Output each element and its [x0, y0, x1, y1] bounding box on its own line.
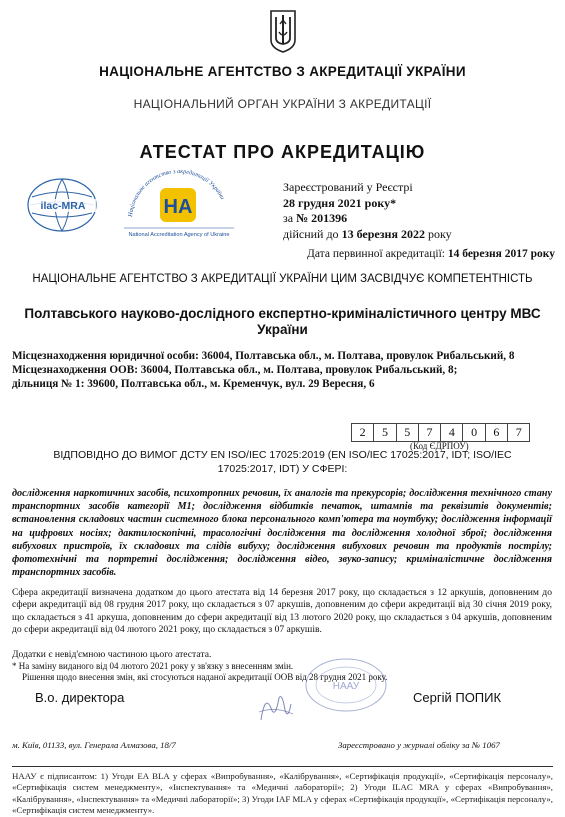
edrpou-digit: 7 — [419, 424, 441, 441]
first-accreditation-date: 14 березня 2017 року — [447, 248, 555, 260]
valid-until-line: дійсний до 13 березня 2022 року — [283, 226, 452, 241]
edrpou-digit: 5 — [397, 424, 419, 441]
registration-number: № 201396 — [296, 211, 348, 225]
stamp — [300, 655, 392, 715]
agency-title: НАЦІОНАЛЬНЕ АГЕНТСТВО З АКРЕДИТАЦІЇ УКРАЇНИ — [99, 64, 466, 79]
ilac-logo — [22, 173, 110, 237]
footnote: НААУ є підписантом: 1) Угоди EA BLA у сферах «Випробування», «Калібрування», «Сертифікація продукції», «Сертифікація персоналу», «Сертифікація систем менеджменту», «Інспектування» та «Медичні лабораторії»; 2) Угоди ILAC MRA у сферах «Випробування», «Калібрування», «Інспектування» та «Медичні лабораторії»; 3) Угоди IAF MLA у сферах «Сертифікація продукції», «Сертифікація персоналу», «Сертифікація систем менеджменту». — [12, 771, 553, 815]
site-address: дільниця № 1: 39600, Полтавська обл., м. Кременчук, вул. 29 Вересня, 6 — [12, 378, 375, 390]
naau-arc-text: Національне агентство з акредитації України — [127, 167, 226, 218]
naau-logo — [118, 162, 240, 244]
requirements-text: ВІДПОВІДНО ДО ВИМОГ ДСТУ EN ISO/IEC 17025:2019 (EN ISO/IEC 17025:2017, IDT; ISO/IEC 17025:2017, IDT) У СФЕРІ: — [53, 449, 512, 475]
decision-note: Рішення щодо внесення змін, які стосуються наданої акредитації ООВ від 28 грудня 2021 року. — [22, 672, 388, 682]
scope-note: Сфера акредитації визначена додатком до цього атестата від 14 березня 2017 року, що складається з 12 аркушів, доповненим до сфери акредитації від 08 грудня 2017 року, що складається з 07 аркушів, доповненим до сфери акредитації від 30 січня 2019 року, що складається з 41 аркуша, доповненим до сфери акредитації від 13 лютого 2020 року, що складається з 04 аркушів, доповненим до сфери акредитації від 04 лютого 2021 року, що складається з 07 аркушів. — [12, 587, 552, 636]
agency-address: м. Київ, 01133, вул. Генерала Алмазова, 18/7 — [12, 740, 176, 750]
signature — [255, 690, 295, 726]
scope-text: дослідження наркотичних засобів, психотропних речовин, їх аналогів та прекурсорів; дослідження технічного стану транспортних засобів категорії М1; дослідження відбитків печаток, штампів та реквізитів документів; встановлення складових частин системного блока персонального комп'ютера та ноутбуку; дослідження інформації на цифрових носіях; дактилоскопічні, трасологічні дослідження та дослідження холодної зброї; дослідження вибухових пристроїв, їх складових та слідів вибуху; дослідження вибухових речовин та продуктів пострілу; фототехнічні та портретні дослідження; дослідження відео, звуко-запису; криміналістичне дослідження транспортних засобів. — [12, 488, 552, 579]
edrpou-digit: 4 — [441, 424, 463, 441]
document-title: АТЕСТАТ ПРО АКРЕДИТАЦІЮ — [139, 142, 426, 162]
legal-address: Місцезнаходження юридичної особи: 36004, Полтавська обл., м. Полтава, провулок Рибальський, 8 — [12, 350, 515, 362]
tryzub-icon — [268, 8, 298, 54]
stamp-text: НААУ — [332, 681, 360, 692]
naau-letter: НА — [163, 196, 193, 218]
first-accreditation: Дата первинної акредитації: 14 березня 2017 року — [307, 248, 555, 260]
edrpou-label: (Код ЄДРПОУ) — [410, 441, 469, 451]
edrpou-digit: 6 — [486, 424, 508, 441]
certify-text: НАЦІОНАЛЬНЕ АГЕНТСТВО З АКРЕДИТАЦІЇ УКРАЇНИ ЦИМ ЗАСВІДЧУЄ КОМПЕТЕНТНІСТЬ — [32, 273, 533, 285]
edrpou-digit: 7 — [515, 425, 522, 439]
footer-divider — [12, 766, 553, 767]
agency-subtitle: НАЦІОНАЛЬНИЙ ОРГАН УКРАЇНИ З АКРЕДИТАЦІЇ — [133, 97, 432, 111]
organization-name: Полтавського науково-дослідного експертно-криміналістичного центру МВС України — [24, 306, 541, 337]
registration-date: 28 грудня 2021 року* — [283, 195, 397, 210]
edrpou-digit: 0 — [463, 424, 485, 441]
edrpou-digit: 5 — [374, 424, 396, 441]
location-block — [12, 349, 552, 391]
registration-line: Зареєстрований у Реєстрі — [283, 180, 413, 194]
naau-caption: National Accreditation Agency of Ukraine — [128, 232, 230, 238]
appendix-note: Додатки є невід'ємною частиною цього атестата. — [12, 649, 212, 660]
director-name: Сергій ПОПИК — [413, 690, 502, 705]
journal-registration: Зареєстровано у журналі обліку за № 1067 — [338, 740, 500, 750]
valid-until-date: 13 березня 2022 — [341, 226, 425, 241]
edrpou-digit: 2 — [352, 424, 374, 441]
registration-block — [283, 180, 452, 242]
edrpou-code — [351, 423, 530, 442]
replacement-note: * На заміну виданого від 04 лютого 2021 року у зв'язку з внесенням змін. — [12, 661, 294, 671]
oov-address: Місцезнаходження ООВ: 36004, Полтавська обл., м. Полтава, провулок Рибальський, 8; — [12, 364, 458, 376]
ilac-text: ilac-MRA — [40, 200, 86, 212]
director-title: В.о. директора — [35, 690, 125, 705]
registration-number-line: за № 201396 — [283, 211, 348, 225]
